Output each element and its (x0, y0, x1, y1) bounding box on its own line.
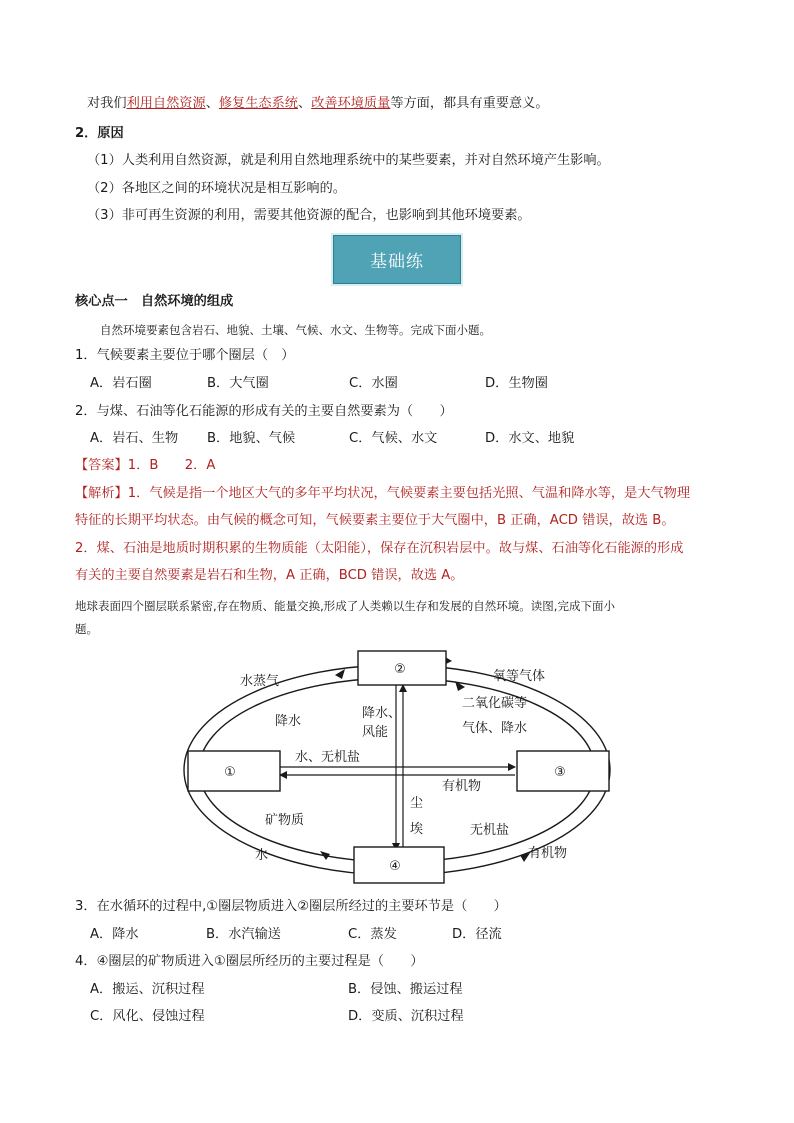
label-precip-wind: 降水、 (362, 706, 402, 721)
question-1-option: A．岩石圈 (90, 376, 152, 391)
label-oxygen: 氧等气体 (493, 669, 546, 684)
label-organic: 有机物 (442, 779, 482, 794)
section-banner: 基础练 (333, 235, 461, 284)
analysis-text: 有关的主要自然要素是岩石和生物，A 正确，BCD 错误，故选 A。 (75, 568, 464, 583)
question-2-option: C．气候、水文 (349, 431, 438, 446)
question-2-stem: 2．与煤、石油等化石能源的形成有关的主要自然要素为（ ） (75, 404, 453, 419)
reasons-heading: 2．原因 (75, 126, 124, 141)
question-4-option: B．侵蚀、搬运过程 (348, 982, 463, 997)
question-3-option: A．降水 (90, 927, 139, 942)
highlight-ecosystem: 修复生态系统 (218, 96, 298, 111)
intro-prefix: 对我们 (87, 96, 127, 111)
reason-item: （2）各地区之间的环境状况是相互影响的。 (87, 181, 346, 196)
highlight-natural-resources: 利用自然资源 (126, 96, 206, 111)
question-1-option: B．大气圈 (207, 376, 269, 391)
passage-2: 题。 (75, 622, 98, 636)
answer-tag: 【答案】 (75, 458, 128, 473)
question-4-stem: 4．④圈层的矿物质进入①圈层所经历的主要过程是（ ） (75, 954, 424, 969)
passage-2: 地球表面四个圈层联系紧密,存在物质、能量交换,形成了人类赖以生存和发展的自然环境。读图,完成下面小 (75, 599, 615, 613)
highlight-environment: 改善环境质量 (311, 96, 391, 111)
question-1-stem: 1．气候要素主要位于哪个圈层（ ） (75, 348, 295, 363)
intro-line (87, 95, 549, 113)
question-3-option: D．径流 (452, 927, 502, 942)
answer-line (75, 457, 215, 475)
label-dust: 埃 (410, 822, 424, 837)
analysis-line (75, 485, 690, 503)
reason-item: （1）人类利用自然资源，就是利用自然地理系统中的某些要素，并对自然环境产生影响。 (87, 153, 610, 168)
question-1-option: D．生物圈 (485, 376, 548, 391)
label-mineral: 矿物质 (265, 813, 305, 828)
question-3-stem: 3．在水循环的过程中,①圈层物质进入②圈层所经过的主要环节是（ ） (75, 899, 507, 914)
node-label-4: ④ (389, 859, 401, 874)
analysis-text: 1．气候是指一个地区大气的多年平均状况，气候要素主要包括光照、气温和降水等，是大气物理 (127, 486, 691, 501)
reason-item: （3）非可再生资源的利用，需要其他资源的配合，也影响到其他环境要素。 (87, 208, 531, 223)
intro-suffix: 等方面，都具有重要意义。 (390, 96, 549, 111)
sphere-interaction-diagram (180, 645, 615, 885)
question-4-option: A．搬运、沉积过程 (90, 982, 205, 997)
analysis-text: 特征的长期平均状态。由气候的概念可知，气候要素主要位于大气圈中，B 正确，ACD 错误，故选 B。 (75, 513, 675, 528)
node-label-1: ① (224, 765, 236, 780)
question-3-option: B．水汽输送 (206, 927, 281, 942)
label-precip-wind: 风能 (362, 725, 389, 740)
label-precipitation: 降水 (275, 714, 302, 729)
question-1-option: C．水圈 (349, 376, 398, 391)
question-4-option: D．变质、沉积过程 (348, 1009, 464, 1024)
intro-separator: 、 (298, 96, 312, 111)
question-2-option: D．水文、地貌 (485, 431, 575, 446)
label-co2: 气体、降水 (462, 721, 528, 736)
intro-separator: 、 (205, 96, 219, 111)
arrow-head (335, 669, 345, 679)
analysis-text: 2．煤、石油是地质时期积累的生物质能（太阳能），保存在沉积岩层中。故与煤、石油等化石能源的形成 (75, 541, 684, 556)
label-water-salt: 水、无机盐 (295, 750, 361, 765)
question-2-option: B．地貌、气候 (207, 431, 296, 446)
answer-text: 1．B 2．A (127, 458, 216, 473)
passage-1: 自然环境要素包含岩石、地貌、土壤、气候、水文、生物等。完成下面小题。 (100, 323, 491, 337)
label-co2: 二氧化碳等 (462, 696, 528, 711)
label-water-vapor: 水蒸气 (240, 674, 280, 689)
question-2-option: A．岩石、生物 (90, 431, 179, 446)
node-label-3: ③ (554, 765, 566, 780)
label-water: 水 (255, 848, 269, 863)
question-4-option: C．风化、侵蚀过程 (90, 1009, 205, 1024)
node-label-2: ② (394, 662, 406, 677)
label-dust: 尘 (410, 796, 424, 811)
section-title: 核心点一 自然环境的组成 (75, 294, 234, 309)
label-organic: 有机物 (528, 846, 568, 861)
analysis-tag: 【解析】 (75, 486, 128, 501)
label-inorganic-salt: 无机盐 (470, 823, 510, 838)
question-3-option: C．蒸发 (348, 927, 397, 942)
